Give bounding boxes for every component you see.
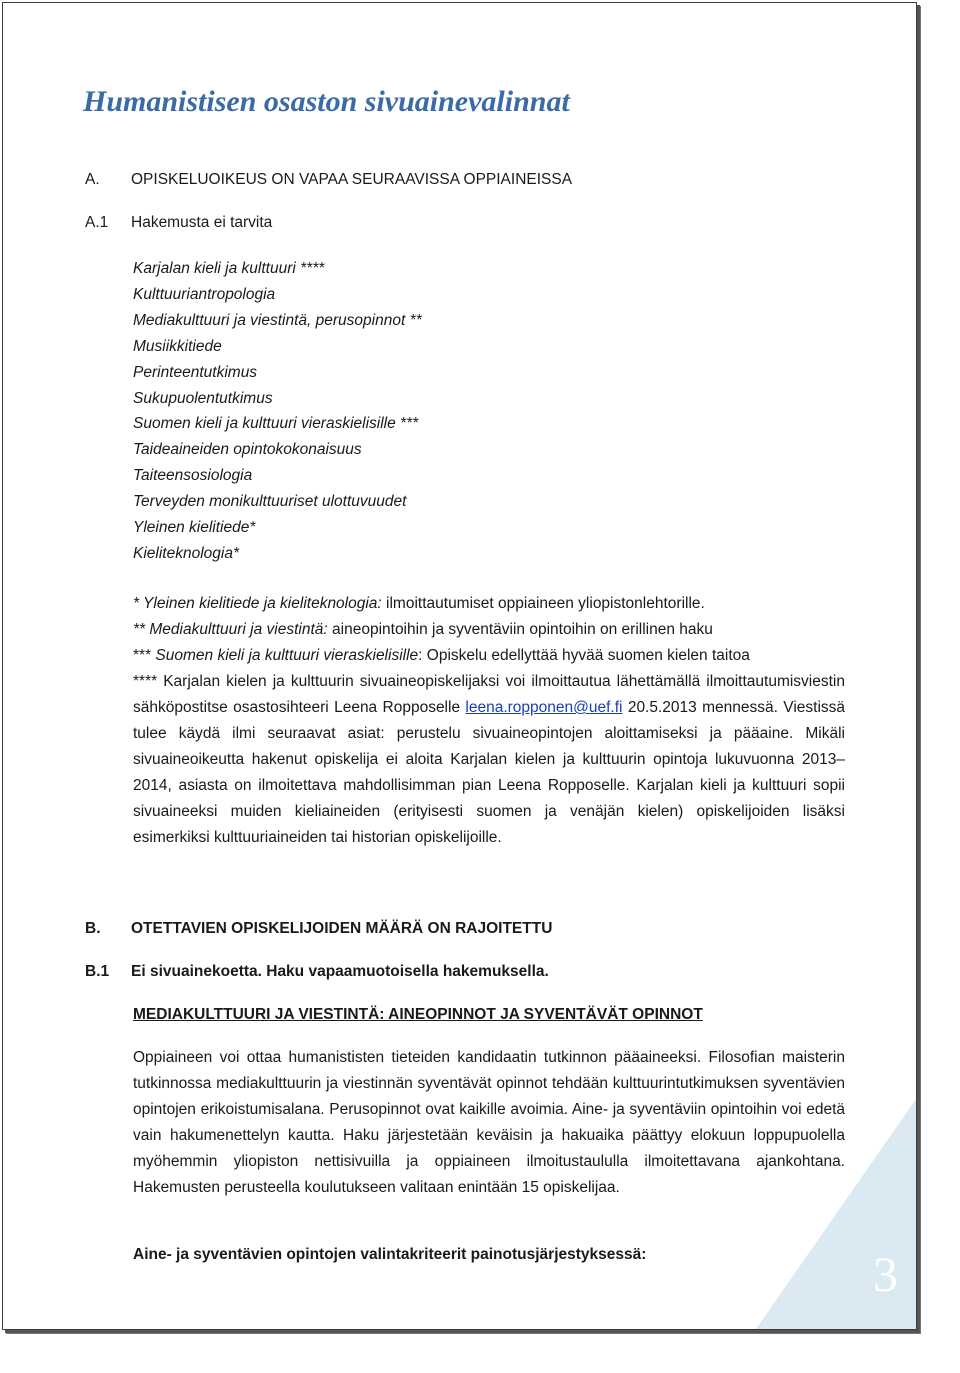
note-1-text: ilmoittautumiset oppiaineen yliopistonlehtorille.: [381, 595, 705, 612]
section-a1-number: A.1: [85, 214, 109, 231]
document-page: [2, 2, 917, 1330]
note-3-label: Suomen kieli ja kulttuuri vieraskielisille: [155, 647, 419, 664]
list-item: Karjalan kieli ja kulttuuri ****: [133, 260, 325, 277]
section-b1-text: Ei sivuainekoetta. Haku vapaamuotoisella hakemuksella.: [131, 963, 549, 980]
list-item: Musiikkitiede: [133, 337, 222, 355]
list-item: Mediakulttuuri ja viestintä, perusopinnot **: [133, 311, 422, 329]
list-item: Yleinen kielitiede*: [133, 519, 256, 537]
section-a1-text: Hakemusta ei tarvita: [131, 214, 273, 231]
page-title: Humanistisen osaston sivuainevalinnat: [83, 85, 570, 118]
note-2: [133, 617, 845, 643]
email-link[interactable]: leena.ropponen@uef.fi: [465, 699, 623, 716]
note-4-rest: 20.5.2013 mennessä. Viestissä tulee käydä ilmi seuraavat asiat: perustelu sivuaineopintojen aloittamiseksi ja pääaine. Mikäli sivuaineoikeutta hakenut opiskelija ei aloita Karjalan kielen ja kulttuurin opintoja lukuvuonna 2013–2014, asiasta on ilmoitettava mahdollisimman pian Leena Ropposelle. Karjalan kieli ja kulttuuri sopii sivuaineeksi muiden kieliaineiden (erityisesti suomen ja venäjän kielen) opiskelijoiden lisäksi esimerkiksi kulttuuriaineiden tai historian opiskelijoille.: [133, 699, 846, 846]
note-3-prefix: ***: [133, 647, 156, 664]
section-b1-number: B.1: [85, 963, 110, 980]
subject-list: [133, 256, 422, 567]
section-a-text: OPISKELUOIKEUS ON VAPAA SEURAAVISSA OPPIAINEISSA: [131, 171, 573, 188]
list-item: Terveyden monikulttuuriset ulottuvuudet: [133, 493, 407, 511]
page-number: 3: [873, 1246, 898, 1302]
note-1-label: * Yleinen kielitiede ja kieliteknologia:: [133, 595, 382, 612]
media-paragraph: Oppiaineen voi ottaa humanististen tieteiden kandidaatin tutkinnon pääaineeksi. Filosofian maisterin tutkinnossa mediakulttuurin ja viestinnän syventävät opinnot tehdään kulttuurintutkimuksen syventävien opintojen erikoistumisalana. Perusopinnot ovat kaikille avoimia. Aine- ja syventäviin opintoihin voi edetä vain hakumenettelyn kautta. Haku järjestetään keväisin ja hakuaika päättyy elokuun loppupuolella myöhemmin yliopiston nettisivuilla ja oppiaineen ilmoitustaululla ilmoitettavana ajankohtana. Hakemusten perusteella koulutukseen valitaan enintään 15 opiskelijaa.: [133, 1049, 845, 1196]
note-2-label: ** Mediakulttuuri ja viestintä:: [133, 621, 328, 638]
note-2-text: aineopintoihin ja syventäviin opintoihin on erillinen haku: [327, 621, 713, 638]
note-3-text: : Opiskelu edellyttää hyvää suomen kielen taitoa: [418, 647, 750, 664]
list-item: Kieliteknologia*: [133, 544, 239, 562]
section-b-number: B.: [85, 920, 101, 937]
section-a-number: A.: [85, 171, 100, 188]
list-item: Perinteentutkimus: [133, 363, 258, 381]
criteria-heading: Aine- ja syventävien opintojen valintakriteerit painotusjärjestyksessä:: [133, 1246, 647, 1263]
list-item: Taiteensosiologia: [133, 467, 253, 485]
note-4-text: **** Karjalan kielen ja kulttuurin sivuaineopiskelijaksi voi ilmoittautua lähettämällä ilmoittautumisviestin sähköpostitse osastosihteeri Leena Ropposelle: [133, 673, 845, 716]
footnotes: [133, 591, 845, 851]
list-item: Kulttuuriantropologia: [133, 285, 276, 303]
section-b-text: OTETTAVIEN OPISKELIJOIDEN MÄÄRÄ ON RAJOITETTU: [131, 920, 553, 937]
media-heading: MEDIAKULTTUURI JA VIESTINTÄ: AINEOPINNOT JA SYVENTÄVÄT OPINNOT: [133, 1006, 703, 1023]
note-4: [133, 669, 845, 851]
note-1: [133, 591, 845, 617]
list-item: Taideaineiden opintokokonaisuus: [133, 441, 362, 459]
list-item: Suomen kieli ja kulttuuri vieraskielisille ***: [133, 415, 419, 433]
list-item: Sukupuolentutkimus: [133, 389, 273, 407]
note-3: [133, 643, 845, 669]
